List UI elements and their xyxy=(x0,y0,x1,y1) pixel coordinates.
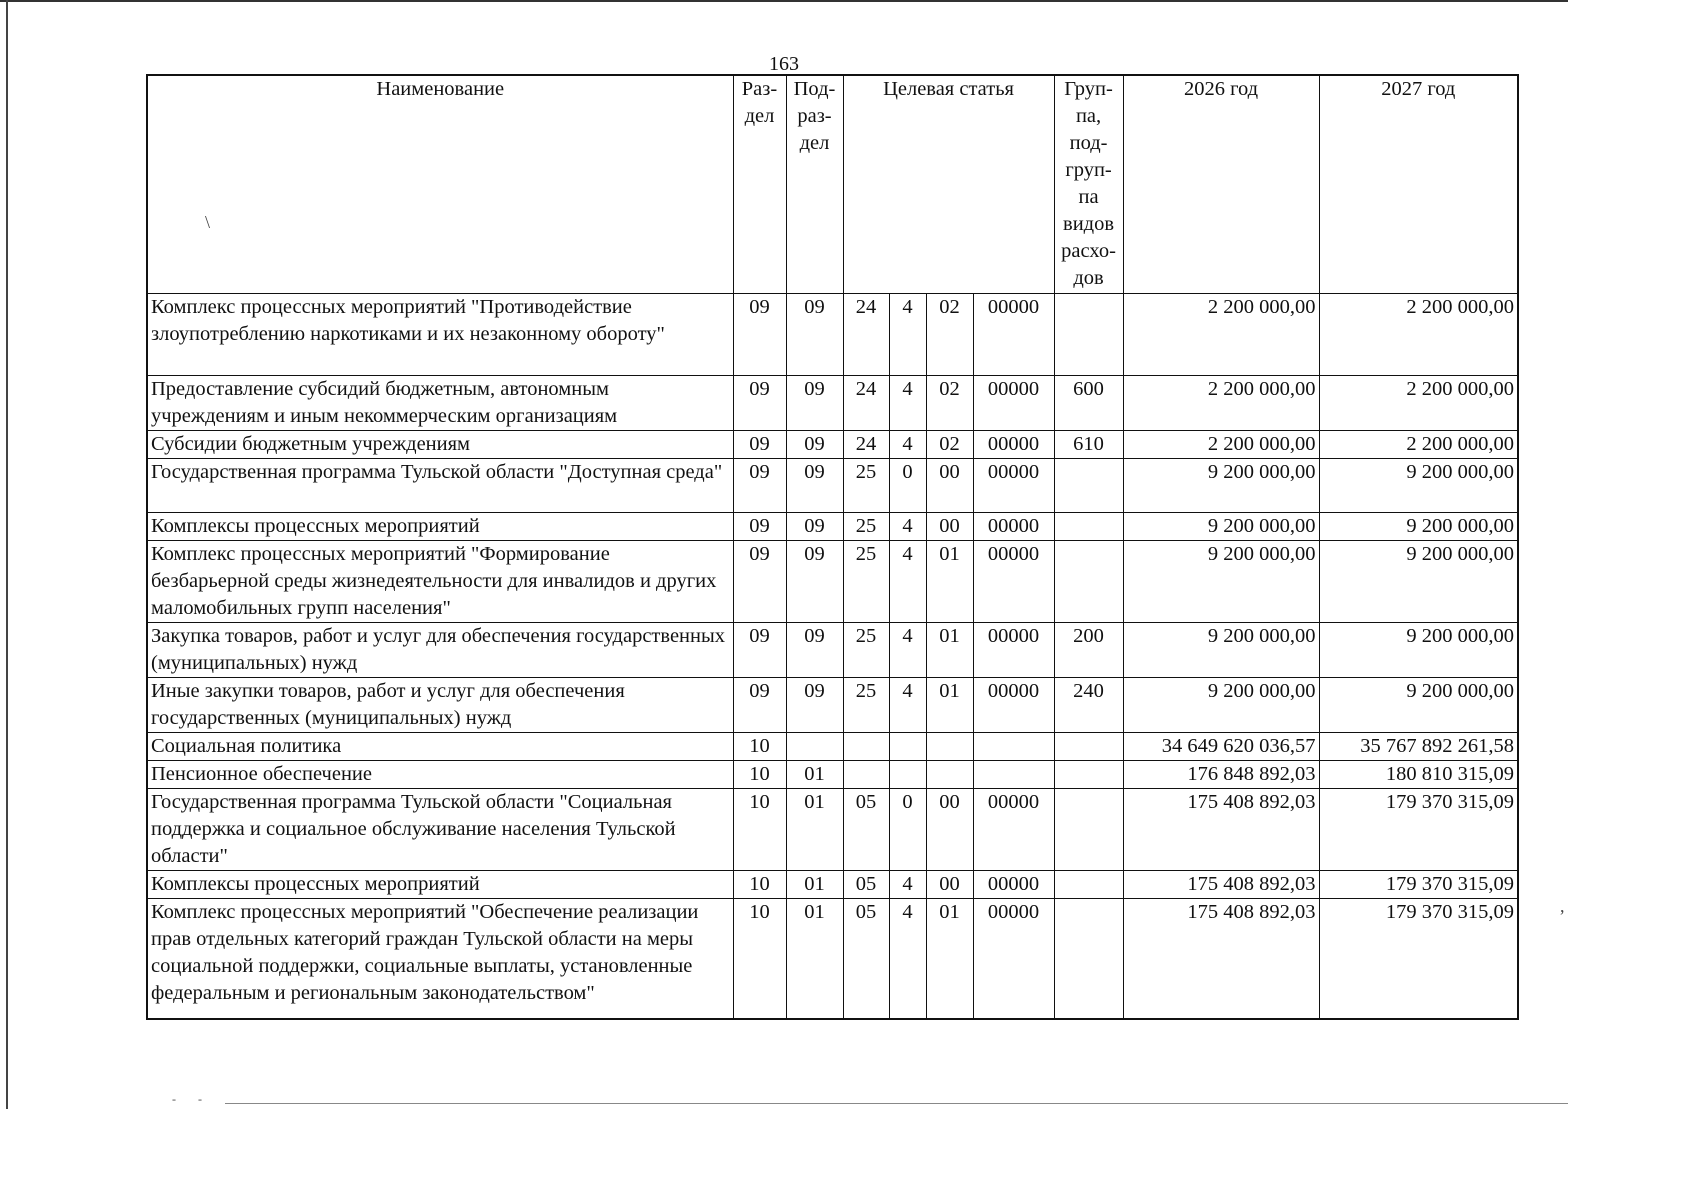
row-amount-2026: 175 408 892,03 xyxy=(1123,788,1319,870)
row-razdel: 09 xyxy=(733,375,786,430)
row-program-code: 24 xyxy=(843,293,889,375)
row-amount-2026: 9 200 000,00 xyxy=(1123,458,1319,512)
row-item-code xyxy=(926,760,973,788)
row-program-code xyxy=(843,732,889,760)
row-program-code: 05 xyxy=(843,870,889,898)
row-direction-code: 00000 xyxy=(973,540,1054,622)
row-amount-2027: 180 810 315,09 xyxy=(1319,760,1518,788)
row-direction-code: 00000 xyxy=(973,788,1054,870)
row-podrazdel xyxy=(786,732,843,760)
row-podrazdel: 01 xyxy=(786,760,843,788)
scan-edge-bottom xyxy=(225,1103,1568,1104)
row-amount-2026: 9 200 000,00 xyxy=(1123,677,1319,732)
scan-edge-top xyxy=(0,0,1568,2)
row-amount-2026: 2 200 000,00 xyxy=(1123,430,1319,458)
row-podrazdel: 09 xyxy=(786,375,843,430)
header-name: Наименование xyxy=(147,75,733,293)
row-razdel: 10 xyxy=(733,788,786,870)
row-direction-code: 00000 xyxy=(973,870,1054,898)
table-row xyxy=(147,458,1518,512)
row-amount-2027: 2 200 000,00 xyxy=(1319,375,1518,430)
row-direction-code: 00000 xyxy=(973,430,1054,458)
row-razdel: 09 xyxy=(733,293,786,375)
row-direction-code: 00000 xyxy=(973,375,1054,430)
row-type-code xyxy=(889,732,926,760)
row-direction-code xyxy=(973,760,1054,788)
row-item-code: 02 xyxy=(926,430,973,458)
row-direction-code xyxy=(973,732,1054,760)
scan-edge-left xyxy=(6,0,8,1109)
row-item-code: 01 xyxy=(926,540,973,622)
row-direction-code: 00000 xyxy=(973,458,1054,512)
row-amount-2026: 175 408 892,03 xyxy=(1123,870,1319,898)
row-direction-code: 00000 xyxy=(973,293,1054,375)
row-expense-group xyxy=(1054,458,1123,512)
row-type-code: 4 xyxy=(889,430,926,458)
row-expense-group xyxy=(1054,760,1123,788)
row-program-code: 05 xyxy=(843,788,889,870)
row-expense-group: 200 xyxy=(1054,622,1123,677)
row-name: Закупка товаров, работ и услуг для обеспечения государственных (муниципальных) нужд xyxy=(147,622,733,677)
row-amount-2027: 9 200 000,00 xyxy=(1319,512,1518,540)
table-row xyxy=(147,430,1518,458)
row-podrazdel: 01 xyxy=(786,788,843,870)
row-expense-group xyxy=(1054,898,1123,1019)
row-amount-2027: 179 370 315,09 xyxy=(1319,898,1518,1019)
row-podrazdel: 01 xyxy=(786,898,843,1019)
row-amount-2027: 9 200 000,00 xyxy=(1319,458,1518,512)
header-razdel: Раз- дел xyxy=(733,75,786,293)
row-expense-group xyxy=(1054,870,1123,898)
row-program-code xyxy=(843,760,889,788)
row-type-code: 4 xyxy=(889,512,926,540)
row-item-code: 00 xyxy=(926,788,973,870)
row-expense-group xyxy=(1054,512,1123,540)
row-type-code: 4 xyxy=(889,622,926,677)
row-expense-group: 610 xyxy=(1054,430,1123,458)
row-podrazdel: 09 xyxy=(786,677,843,732)
table-header-row xyxy=(147,75,1518,293)
row-item-code: 02 xyxy=(926,293,973,375)
row-razdel: 09 xyxy=(733,512,786,540)
row-name: Комплексы процессных мероприятий xyxy=(147,870,733,898)
row-podrazdel: 09 xyxy=(786,512,843,540)
page-number: 163 xyxy=(769,53,799,75)
header-target-article: Целевая статья xyxy=(843,75,1054,293)
scan-mark: - xyxy=(172,1092,176,1106)
row-item-code: 00 xyxy=(926,870,973,898)
row-razdel: 10 xyxy=(733,732,786,760)
row-item-code: 00 xyxy=(926,458,973,512)
row-amount-2026: 175 408 892,03 xyxy=(1123,898,1319,1019)
row-podrazdel: 09 xyxy=(786,622,843,677)
row-amount-2027: 2 200 000,00 xyxy=(1319,293,1518,375)
row-name: Комплекс процессных мероприятий "Обеспечение реализации прав отдельных категорий граждан Тульской области на меры социальной поддержки, социальные выплаты, установленные федеральным и региональным законодательством" xyxy=(147,898,733,1019)
row-podrazdel: 09 xyxy=(786,293,843,375)
row-podrazdel: 09 xyxy=(786,430,843,458)
table-row xyxy=(147,870,1518,898)
row-program-code: 25 xyxy=(843,622,889,677)
row-name: Пенсионное обеспечение xyxy=(147,760,733,788)
row-name: Комплексы процессных мероприятий xyxy=(147,512,733,540)
row-razdel: 09 xyxy=(733,622,786,677)
row-amount-2027: 9 200 000,00 xyxy=(1319,677,1518,732)
row-expense-group xyxy=(1054,732,1123,760)
table-row xyxy=(147,375,1518,430)
row-item-code: 01 xyxy=(926,677,973,732)
row-type-code: 4 xyxy=(889,677,926,732)
row-expense-group xyxy=(1054,540,1123,622)
row-name: Государственная программа Тульской области "Социальная поддержка и социальное обслуживание населения Тульской области" xyxy=(147,788,733,870)
row-razdel: 09 xyxy=(733,540,786,622)
row-program-code: 05 xyxy=(843,898,889,1019)
row-amount-2027: 179 370 315,09 xyxy=(1319,788,1518,870)
table-row xyxy=(147,760,1518,788)
row-name: Субсидии бюджетным учреждениям xyxy=(147,430,733,458)
row-razdel: 09 xyxy=(733,677,786,732)
row-item-code xyxy=(926,732,973,760)
row-item-code: 00 xyxy=(926,512,973,540)
row-program-code: 24 xyxy=(843,430,889,458)
row-program-code: 24 xyxy=(843,375,889,430)
row-amount-2027: 179 370 315,09 xyxy=(1319,870,1518,898)
table-row xyxy=(147,512,1518,540)
row-type-code: 4 xyxy=(889,870,926,898)
row-type-code: 4 xyxy=(889,375,926,430)
row-name: Государственная программа Тульской области "Доступная среда" xyxy=(147,458,733,512)
header-expense-group: Груп- па, под- груп- па видов расхо- дов xyxy=(1054,75,1123,293)
row-name: Комплекс процессных мероприятий "Формирование безбарьерной среды жизнедеятельности для инвалидов и других маломобильных групп населения" xyxy=(147,540,733,622)
row-razdel: 09 xyxy=(733,430,786,458)
budget-table xyxy=(146,74,1519,1020)
row-podrazdel: 09 xyxy=(786,458,843,512)
row-type-code: 0 xyxy=(889,458,926,512)
row-razdel: 10 xyxy=(733,760,786,788)
row-name: Социальная политика xyxy=(147,732,733,760)
row-amount-2026: 2 200 000,00 xyxy=(1123,293,1319,375)
row-podrazdel: 09 xyxy=(786,540,843,622)
row-expense-group: 240 xyxy=(1054,677,1123,732)
header-podrazdel: Под- раз- дел xyxy=(786,75,843,293)
row-razdel: 09 xyxy=(733,458,786,512)
row-amount-2026: 34 649 620 036,57 xyxy=(1123,732,1319,760)
row-amount-2026: 2 200 000,00 xyxy=(1123,375,1319,430)
row-amount-2026: 9 200 000,00 xyxy=(1123,512,1319,540)
table-row xyxy=(147,293,1518,375)
table-row xyxy=(147,788,1518,870)
scan-mark: , xyxy=(1560,896,1565,916)
table-row xyxy=(147,898,1518,1019)
row-amount-2026: 176 848 892,03 xyxy=(1123,760,1319,788)
row-expense-group xyxy=(1054,293,1123,375)
row-amount-2027: 2 200 000,00 xyxy=(1319,430,1518,458)
row-type-code: 4 xyxy=(889,898,926,1019)
row-direction-code: 00000 xyxy=(973,898,1054,1019)
row-item-code: 01 xyxy=(926,898,973,1019)
table-row xyxy=(147,622,1518,677)
row-amount-2026: 9 200 000,00 xyxy=(1123,622,1319,677)
row-program-code: 25 xyxy=(843,540,889,622)
row-podrazdel: 01 xyxy=(786,870,843,898)
row-amount-2027: 9 200 000,00 xyxy=(1319,622,1518,677)
scan-mark: - xyxy=(198,1092,202,1106)
row-direction-code: 00000 xyxy=(973,677,1054,732)
row-name: Иные закупки товаров, работ и услуг для обеспечения государственных (муниципальных) нужд xyxy=(147,677,733,732)
row-type-code: 0 xyxy=(889,788,926,870)
row-program-code: 25 xyxy=(843,677,889,732)
header-year-2027: 2027 год xyxy=(1319,75,1518,293)
header-year-2026: 2026 год xyxy=(1123,75,1319,293)
row-razdel: 10 xyxy=(733,870,786,898)
table-row xyxy=(147,540,1518,622)
row-direction-code: 00000 xyxy=(973,622,1054,677)
row-amount-2026: 9 200 000,00 xyxy=(1123,540,1319,622)
row-program-code: 25 xyxy=(843,458,889,512)
table-row xyxy=(147,677,1518,732)
table-row xyxy=(147,732,1518,760)
row-amount-2027: 35 767 892 261,58 xyxy=(1319,732,1518,760)
row-expense-group: 600 xyxy=(1054,375,1123,430)
row-item-code: 02 xyxy=(926,375,973,430)
row-name: Предоставление субсидий бюджетным, автономным учреждениям и иным некоммерческим организациям xyxy=(147,375,733,430)
row-name: Комплекс процессных мероприятий "Противодействие злоупотреблению наркотиками и их незаконному обороту" xyxy=(147,293,733,375)
row-expense-group xyxy=(1054,788,1123,870)
row-direction-code: 00000 xyxy=(973,512,1054,540)
row-item-code: 01 xyxy=(926,622,973,677)
row-razdel: 10 xyxy=(733,898,786,1019)
row-type-code xyxy=(889,760,926,788)
row-program-code: 25 xyxy=(843,512,889,540)
scan-mark: \ xyxy=(205,212,211,232)
row-type-code: 4 xyxy=(889,293,926,375)
row-amount-2027: 9 200 000,00 xyxy=(1319,540,1518,622)
row-type-code: 4 xyxy=(889,540,926,622)
